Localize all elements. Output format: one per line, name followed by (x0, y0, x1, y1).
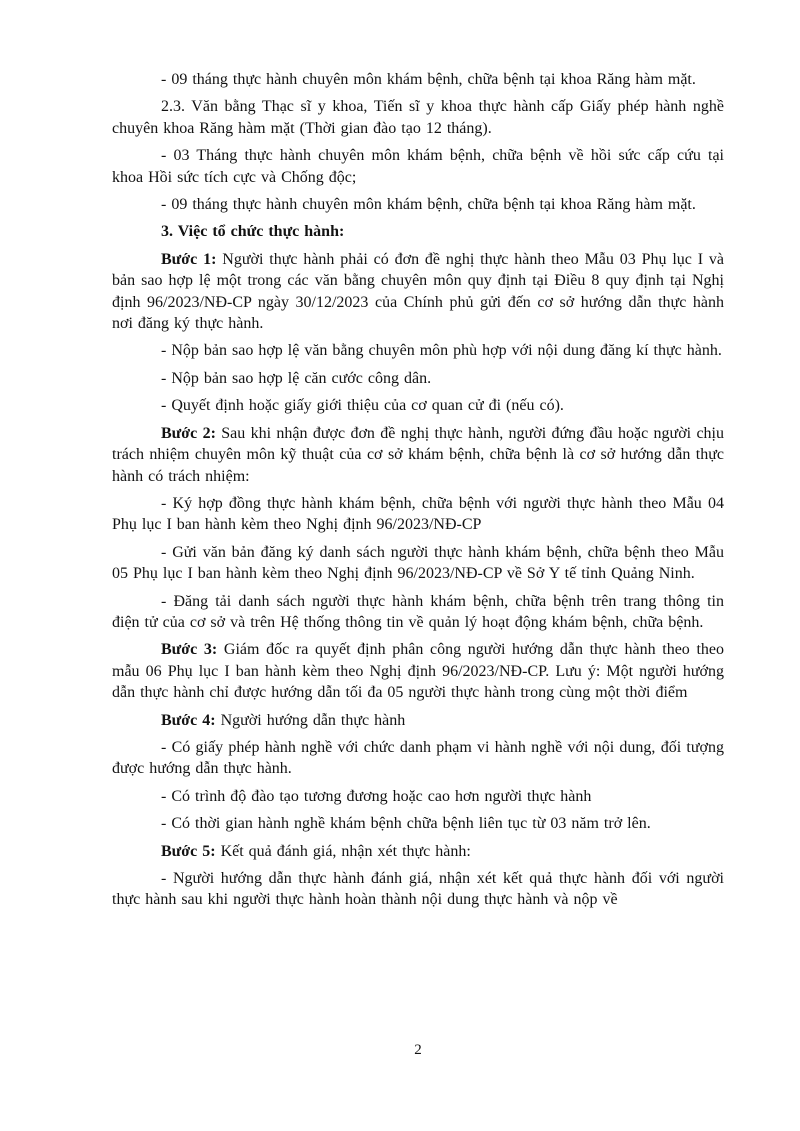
step-label: Bước 5: (161, 842, 216, 860)
paragraph: Bước 4: Người hướng dẫn thực hành (161, 711, 406, 729)
document-body (112, 69, 724, 917)
step-label: Bước 2: (161, 424, 216, 442)
paragraph: - Ký hợp đồng thực hành khám bệnh, chữa bệnh với người thực hành theo Mẫu 04 Phụ lục I ban hành kèm theo Nghị định 96/2023/NĐ-CP (112, 494, 724, 534)
paragraph: - Nộp bản sao hợp lệ văn bằng chuyên môn phù hợp với nội dung đăng kí thực hành. (161, 342, 722, 360)
step-label: Bước 3: (161, 641, 218, 659)
paragraph: - Người hướng dẫn thực hành đánh giá, nhận xét kết quả thực hành đối với người thực hành sau khi người thực hành hoàn thành nội dung thực hành và nộp về (112, 870, 724, 909)
paragraph: Bước 5: Kết quả đánh giá, nhận xét thực hành: (161, 842, 471, 860)
section-heading: 3. Việc tổ chức thực hành: (161, 223, 345, 241)
paragraph: - Có trình độ đào tạo tương đương hoặc cao hơn người thực hành (161, 787, 592, 805)
paragraph: - Gửi văn bản đăng ký danh sách người thực hành khám bệnh, chữa bệnh theo Mẫu 05 Phụ lục I ban hành kèm theo Nghị định 96/2023/NĐ-CP về Sở Y tế tỉnh Quảng Ninh. (112, 543, 724, 583)
paragraph: - 09 tháng thực hành chuyên môn khám bệnh, chữa bệnh tại khoa Răng hàm mặt. (161, 71, 696, 88)
paragraph: - Nộp bản sao hợp lệ căn cước công dân. (161, 369, 432, 387)
paragraph: - 03 Tháng thực hành chuyên môn khám bệnh, chữa bệnh về hồi sức cấp cứu tại khoa Hồi sức tích cực và Chống độc; (112, 147, 724, 186)
step-label: Bước 1: (161, 250, 217, 268)
paragraph: Bước 2: Sau khi nhận được đơn đề nghị thực hành, người đứng đầu hoặc người chịu trách nhiệm chuyên môn kỹ thuật của cơ sở khám bệnh, chữa bệnh là cơ sở hướng dẫn thực hành có trách nhiệm: (112, 424, 724, 485)
paragraph: - 09 tháng thực hành chuyên môn khám bệnh, chữa bệnh tại khoa Răng hàm mặt. (161, 196, 696, 214)
paragraph: 2.3. Văn bằng Thạc sĩ y khoa, Tiến sĩ y khoa thực hành cấp Giấy phép hành nghề chuyên khoa Răng hàm mặt (Thời gian đào tạo 12 tháng). (112, 98, 724, 137)
paragraph: - Đăng tải danh sách người thực hành khám bệnh, chữa bệnh trên trang thông tin điện tử của cơ sở và trên Hệ thống thông tin về quản lý hoạt động khám bệnh, chữa bệnh. (112, 592, 724, 631)
paragraph: - Có giấy phép hành nghề với chức danh phạm vi hành nghề với nội dung, đối tượng được hướng dẫn thực hành. (112, 738, 724, 778)
paragraph: - Có thời gian hành nghề khám bệnh chữa bệnh liên tục từ 03 năm trở lên. (161, 815, 651, 833)
paragraph: - Quyết định hoặc giấy giới thiệu của cơ quan cử đi (nếu có). (161, 397, 564, 415)
paragraph: Bước 1: Người thực hành phải có đơn đề nghị thực hành theo Mẫu 03 Phụ lục I và bản sao hợp lệ một trong các văn bằng chuyên môn quy định tại Điều 8 quy định tại Nghị định 96/2023/NĐ-CP ngày 30/12/2023 của Chính phủ gửi đến cơ sở hướng dẫn thực hành nơi đăng ký thực hành. (112, 250, 725, 333)
page-number: 2 (414, 1042, 422, 1058)
paragraph: Bước 3: Giám đốc ra quyết định phân công người hướng dẫn thực hành theo theo mẫu 06 Phụ lục I ban hành kèm theo Nghị định 96/2023/NĐ-CP. Lưu ý: Một người hướng dẫn thực hành chỉ được hướng dẫn tối đa 05 người thực hành trong cùng một thời điểm (112, 641, 725, 702)
step-label: Bước 4: (161, 711, 216, 729)
